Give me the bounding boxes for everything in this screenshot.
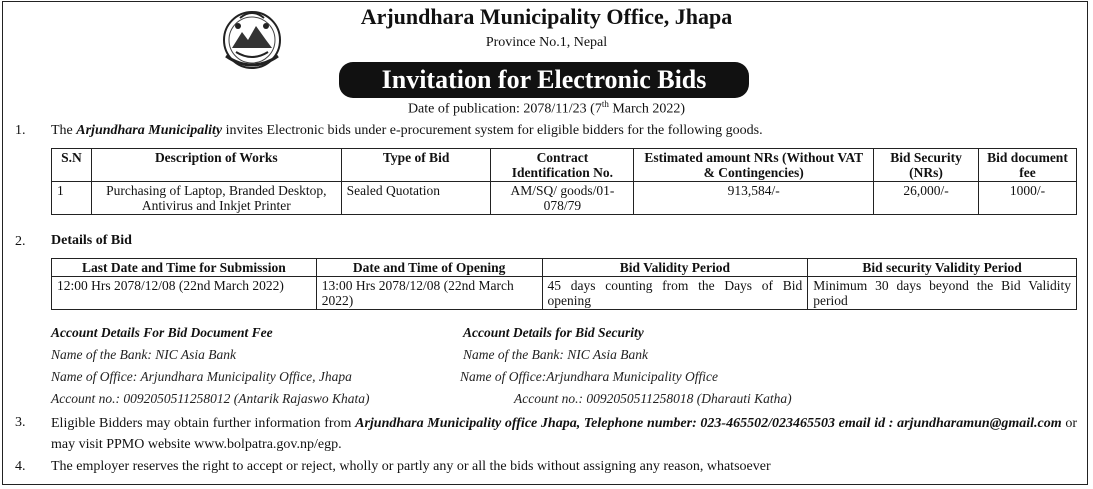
info-contact: Arjundhara Municipality office Jhapa, Telephone number: 023-465502/023465503 email id : arjundharamun@gmail.com	[355, 416, 1062, 431]
account-number-fee: Account no.: 0092050511258012 (Antarik Rajaswo Khata)	[51, 391, 370, 406]
table-header-cell: Bid security Validity Period	[808, 259, 1077, 277]
details-table	[51, 258, 1077, 310]
bids-table	[51, 148, 1077, 215]
intro-post: invites Electronic bids under e-procurement system for eligible bidders for the following goods.	[222, 123, 763, 138]
table-cell: 26,000/-	[874, 182, 979, 215]
table-header-cell: Type of Bid	[341, 149, 491, 182]
info-pre: Eligible Bidders may obtain further information from	[51, 416, 356, 431]
table-header-cell: Last Date and Time for Submission	[52, 259, 317, 277]
section-number: 1.	[15, 123, 26, 138]
intro-pre: The	[51, 123, 77, 138]
date-prefix: Date of publication: 2078/11/23 (7	[407, 101, 602, 117]
table-cell: 12:00 Hrs 2078/12/08 (22nd March 2022)	[52, 277, 317, 310]
section-1-intro	[51, 123, 763, 139]
account-heading-security: Account Details for Bid Security	[463, 325, 644, 340]
table-cell: 45 days counting from the Days of Bid opening	[542, 277, 808, 310]
info-post: or may visit PPMO website www.bolpatra.gov.np/egp.	[51, 416, 1077, 452]
account-number-security: Account no.: 0092050511258018 (Dharauti Katha)	[514, 391, 792, 406]
table-header-cell: Bid Validity Period	[542, 259, 808, 277]
notice-banner: Invitation for Electronic Bids	[339, 62, 749, 98]
table-cell: Sealed Quotation	[341, 182, 491, 215]
section-number: 2.	[15, 234, 26, 249]
account-heading-fee: Account Details For Bid Document Fee	[51, 325, 273, 340]
section-number: 4.	[15, 459, 26, 474]
section-4-text: The employer reserves the right to accept or reject, wholly or partly any or all the bids without assigning any reason, whatsoever	[51, 459, 771, 474]
section-3-text	[51, 413, 1077, 455]
publication-date	[0, 99, 1093, 118]
table-row	[52, 182, 1077, 215]
intro-org: Arjundhara Municipality	[76, 123, 223, 138]
date-suffix: March 2022)	[608, 101, 686, 117]
account-bank-security: Name of the Bank: NIC Asia Bank	[463, 347, 648, 362]
account-office-fee: Name of Office: Arjundhara Municipality Office, Jhapa	[51, 369, 352, 384]
table-cell: 913,584/-	[634, 182, 874, 215]
page-title: Arjundhara Municipality Office, Jhapa	[360, 4, 733, 29]
table-header-row	[52, 259, 1077, 277]
table-header-cell: Date and Time of Opening	[316, 259, 542, 277]
table-row	[52, 277, 1077, 310]
table-header-cell: Contract Identification No.	[491, 149, 634, 182]
table-cell: Purchasing of Laptop, Branded Desktop, Antivirus and Inkjet Printer	[91, 182, 341, 215]
details-heading: Details of Bid	[51, 233, 132, 248]
table-cell: 1000/-	[979, 182, 1077, 215]
table-header-cell: Estimated amount NRs (Without VAT & Contingencies)	[634, 149, 874, 182]
table-header-cell: S.N	[52, 149, 92, 182]
section-number: 3.	[15, 415, 26, 430]
table-header-cell: Bid document fee	[979, 149, 1077, 182]
table-cell: AM/SQ/ goods/01-078/79	[491, 182, 634, 215]
account-bank-fee: Name of the Bank: NIC Asia Bank	[51, 347, 236, 362]
table-header-row	[52, 149, 1077, 182]
page-subtitle: Province No.1, Nepal	[485, 35, 608, 50]
date-superscript: th	[601, 99, 609, 109]
table-header-cell: Bid Security (NRs)	[874, 149, 979, 182]
table-header-cell: Description of Works	[91, 149, 341, 182]
table-cell: Minimum 30 days beyond the Bid Validity period	[808, 277, 1077, 310]
table-cell: 13:00 Hrs 2078/12/08 (22nd March 2022)	[316, 277, 542, 310]
table-cell: 1	[52, 182, 92, 215]
account-office-security: Name of Office:Arjundhara Municipality Office	[460, 369, 718, 384]
